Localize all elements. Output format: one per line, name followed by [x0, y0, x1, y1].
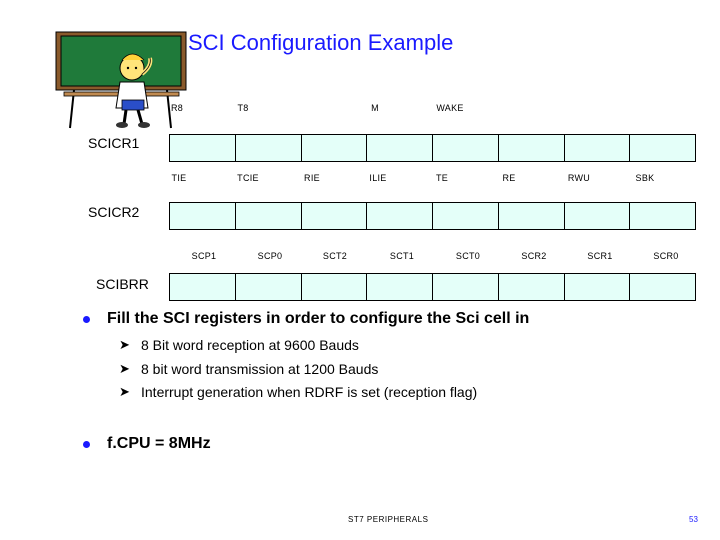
footer-text: ST7 PERIPHERALS: [348, 515, 429, 524]
register-bit-cell[interactable]: [433, 135, 499, 161]
arrow-bullet-icon: ➤: [119, 384, 130, 399]
register-name-scibrr: SCIBRR: [96, 276, 149, 292]
scibrr-bit-label: SCT1: [389, 251, 415, 261]
register-bit-cell[interactable]: [302, 274, 368, 300]
sub-bullet-text: 8 bit word transmission at 1200 Bauds: [141, 361, 379, 377]
register-bit-cell[interactable]: [367, 203, 433, 229]
register-scicr2-row: [169, 202, 696, 230]
register-bit-cell[interactable]: [565, 203, 631, 229]
scicr2-bit-label: RWU: [567, 173, 591, 183]
register-bit-cell[interactable]: [499, 135, 565, 161]
register-bit-cell[interactable]: [499, 203, 565, 229]
register-name-scicr1: SCICR1: [88, 135, 140, 151]
arrow-bullet-icon: ➤: [119, 361, 130, 376]
register-bit-cell[interactable]: [499, 274, 565, 300]
page-title: SCI Configuration Example: [188, 30, 454, 55]
scicr1-bit-label: WAKE: [436, 103, 464, 113]
register-bit-cell[interactable]: [236, 135, 302, 161]
scicr2-bit-label: RIE: [304, 173, 320, 183]
register-bit-cell[interactable]: [630, 135, 695, 161]
register-bit-cell[interactable]: [630, 203, 695, 229]
bullet-text: Fill the SCI registers in order to configure the Sci cell in: [107, 310, 530, 327]
register-bit-cell[interactable]: [433, 203, 499, 229]
sub-bullet-text: Interrupt generation when RDRF is set (reception flag): [141, 384, 478, 400]
page-number: 53: [689, 515, 698, 524]
register-bit-cell[interactable]: [302, 135, 368, 161]
dot-bullet-icon: [83, 316, 90, 323]
register-bit-cell[interactable]: [302, 203, 368, 229]
scibrr-bit-label: SCR0: [653, 251, 679, 261]
scicr1-bit-label: M: [371, 103, 379, 113]
register-bit-cell[interactable]: [236, 203, 302, 229]
dot-bullet-icon: [83, 441, 90, 448]
scicr2-bit-label: TCIE: [237, 173, 259, 183]
scicr2-bit-label: RE: [502, 173, 516, 183]
scibrr-bit-label: SCP0: [257, 251, 283, 261]
register-scicr1-row: [169, 134, 696, 162]
scicr1-bit-label: T8: [237, 103, 249, 113]
bullet-text: f.CPU = 8MHz: [107, 435, 211, 452]
register-name-scicr2: SCICR2: [88, 204, 140, 220]
register-bit-cell[interactable]: [170, 135, 236, 161]
register-scibrr-row: [169, 273, 696, 301]
register-bit-cell[interactable]: [565, 135, 631, 161]
register-bit-cell[interactable]: [630, 274, 695, 300]
scicr2-bit-label: TIE: [171, 173, 187, 183]
scicr2-bit-label: TE: [435, 173, 449, 183]
register-bit-cell[interactable]: [236, 274, 302, 300]
register-bit-cell[interactable]: [367, 274, 433, 300]
scibrr-bit-label: SCT2: [322, 251, 348, 261]
sub-bullet-text: 8 Bit word reception at 9600 Bauds: [141, 337, 359, 353]
arrow-bullet-icon: ➤: [119, 337, 130, 352]
scibrr-bit-label: SCT0: [455, 251, 481, 261]
scibrr-bit-label: SCR1: [587, 251, 613, 261]
teacher-at-chalkboard-icon: [52, 30, 202, 130]
register-bit-cell[interactable]: [433, 274, 499, 300]
register-bit-cell[interactable]: [170, 203, 236, 229]
scicr2-bit-label: SBK: [635, 173, 655, 183]
scicr2-bit-label: ILIE: [369, 173, 387, 183]
register-bit-cell[interactable]: [367, 135, 433, 161]
scibrr-bit-label: SCP1: [191, 251, 217, 261]
register-bit-cell[interactable]: [170, 274, 236, 300]
scicr1-bit-label: R8: [170, 103, 184, 113]
scibrr-bit-label: SCR2: [521, 251, 547, 261]
register-bit-cell[interactable]: [565, 274, 631, 300]
